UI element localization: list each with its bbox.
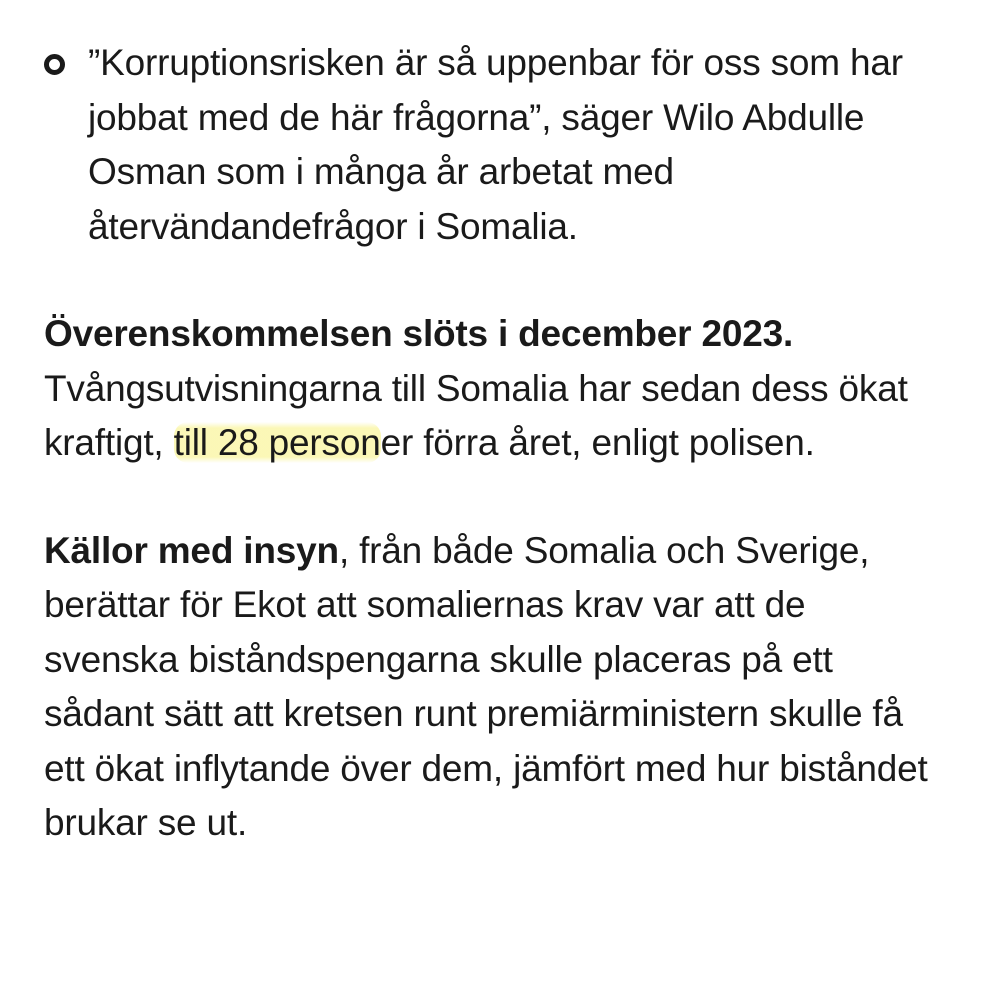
bullet-list-item (44, 36, 944, 254)
paragraph-agreement-text-before: Tvångsutvisningarna till Somalia har sedan dess ökat kraftigt, (44, 367, 908, 463)
paragraph-agreement-lead: Överenskommelsen slöts i december 2023. (44, 313, 794, 354)
bullet-text: ”Korruptionsrisken är så uppenbar för oss som har jobbat med de här frågorna”, säger Wilo Abdulle Osman som i många år arbetat med återvändandefrågor i Somalia. (88, 42, 903, 247)
bullet-circle-icon (44, 54, 65, 75)
paragraph-agreement-text-after: er förra året, enligt polisen. (380, 422, 815, 463)
paragraph-sources-text: , från både Somalia och Sverige, berättar för Ekot att somaliernas krav var att de svenska biståndspengarna skulle placeras på ett sådant sätt att kretsen runt premiärministern skulle få ett ökat inflytande över dem, jämfört med hur biståndet brukar se ut. (44, 529, 928, 843)
article-body (44, 36, 944, 888)
paragraph-agreement (44, 307, 944, 471)
highlighted-text: till 28 person (173, 422, 381, 463)
paragraph-sources (44, 524, 944, 851)
paragraph-sources-lead: Källor med insyn (44, 529, 339, 571)
